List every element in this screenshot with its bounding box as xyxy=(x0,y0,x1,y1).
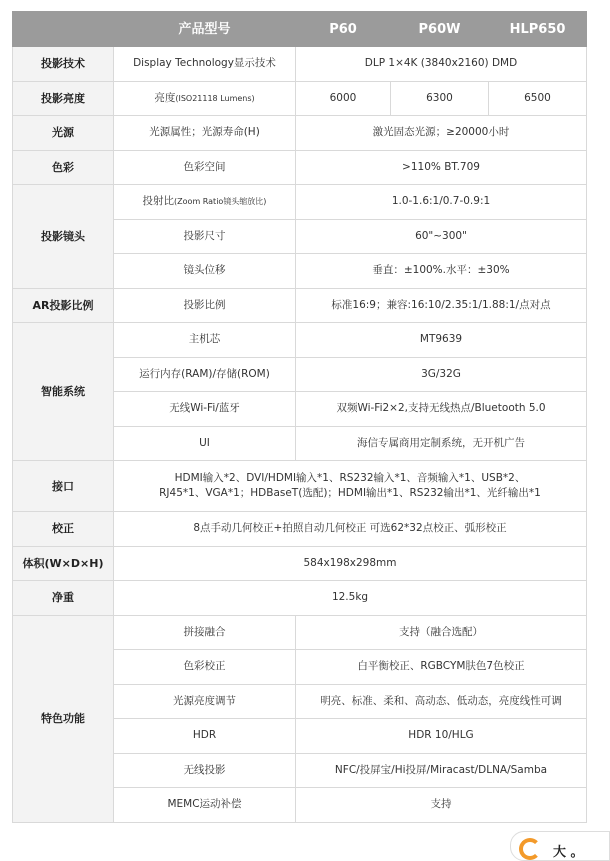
spec-value-cell: 垂直：±100%.水平：±30% xyxy=(296,254,587,289)
spec-value-cell: 支持（融合选配） xyxy=(296,615,587,650)
spec-name-cell: UI xyxy=(114,426,296,461)
table-row xyxy=(13,512,587,547)
category-cell: 投影镜头 xyxy=(13,185,114,289)
spec-name-cell: 拼接融合 xyxy=(114,615,296,650)
spec-name: 投射比 xyxy=(142,195,175,208)
table-row xyxy=(13,461,587,512)
spec-name-cell: HDR xyxy=(114,719,296,754)
header-model-p60: P60 xyxy=(296,12,391,47)
category-cell: 净重 xyxy=(13,581,114,616)
spec-name-cell: 运行内存(RAM)/存储(ROM) xyxy=(114,357,296,392)
category-cell: 校正 xyxy=(13,512,114,547)
spec-value-cell: 60"~300" xyxy=(296,219,587,254)
spec-name-cell: 色彩校正 xyxy=(114,650,296,685)
spec-name: 亮度 xyxy=(154,91,176,104)
category-cell: 投影技术 xyxy=(13,47,114,82)
category-cell: 体积(W×D×H) xyxy=(13,546,114,581)
spec-name-note: (Zoom Ratio镜头缩放比) xyxy=(174,197,267,207)
table-row xyxy=(13,581,587,616)
brand-logo-icon xyxy=(519,838,541,860)
spec-name-cell: 光源亮度调节 xyxy=(114,684,296,719)
spec-name-cell: 主机芯 xyxy=(114,323,296,358)
spec-name-cell: 镜头位移 xyxy=(114,254,296,289)
category-cell: 投影亮度 xyxy=(13,81,114,116)
spec-name-note: (ISO21118 Lumens) xyxy=(175,93,255,103)
table-header-row xyxy=(13,12,587,47)
floating-badge-text: 大 。 xyxy=(553,845,584,860)
table-row xyxy=(13,288,587,323)
spec-value-cell: 支持 xyxy=(296,788,587,823)
table-row xyxy=(13,47,587,82)
header-model-p60w: P60W xyxy=(391,12,489,47)
spec-name-cell: 投影尺寸 xyxy=(114,219,296,254)
spec-value-cell: DLP 1×4K (3840x2160) DMD xyxy=(296,47,587,82)
floating-badge[interactable] xyxy=(510,831,610,861)
spec-name-cell: 投影比例 xyxy=(114,288,296,323)
spec-table xyxy=(12,11,587,823)
spec-value-cell xyxy=(114,461,587,512)
spec-value-cell: 8点手动几何校正+拍照自动几何校正 可选62*32点校正、弧形校正 xyxy=(114,512,587,547)
spec-value-cell: 1.0-1.6:1/0.7-0.9:1 xyxy=(296,185,587,220)
spec-value-cell: MT9639 xyxy=(296,323,587,358)
spec-value-cell: 3G/32G xyxy=(296,357,587,392)
table-row xyxy=(13,323,587,358)
table-row xyxy=(13,116,587,151)
header-cell-empty xyxy=(13,12,114,47)
spec-name-cell: 色彩空间 xyxy=(114,150,296,185)
spec-name-cell: 无线Wi-Fi/蓝牙 xyxy=(114,392,296,427)
spec-value-cell-p60w: 6300 xyxy=(391,81,489,116)
category-cell: 接口 xyxy=(13,461,114,512)
spec-name-cell: 无线投影 xyxy=(114,753,296,788)
table-row xyxy=(13,81,587,116)
spec-name-cell: MEMC运动补偿 xyxy=(114,788,296,823)
category-cell: 色彩 xyxy=(13,150,114,185)
spec-value-cell-p60: 6000 xyxy=(296,81,391,116)
category-cell: 特色功能 xyxy=(13,615,114,822)
spec-value-cell-hlp650: 6500 xyxy=(489,81,587,116)
spec-value-cell: >110% BT.709 xyxy=(296,150,587,185)
spec-value-cell: 标准16:9；兼容:16:10/2.35:1/1.88:1/点对点 xyxy=(296,288,587,323)
spec-value-cell: 明亮、标准、柔和、高动态、低动态，亮度线性可调 xyxy=(296,684,587,719)
spec-name-cell: 光源属性；光源寿命(H) xyxy=(114,116,296,151)
ports-line-1: HDMI输入*2、DVI/HDMI输入*1、RS232输入*1、音频输入*1、USB*2、 xyxy=(174,472,526,484)
header-model-hlp650: HLP650 xyxy=(489,12,587,47)
table-row xyxy=(13,185,587,220)
spec-value-cell: 双频Wi-Fi2×2,支持无线热点/Bluetooth 5.0 xyxy=(296,392,587,427)
spec-value-cell: 白平衡校正、RGBCYM肤色7色校正 xyxy=(296,650,587,685)
ports-line-2: RJ45*1、VGA*1；HDBaseT(选配)；HDMI输出*1、RS232输出*1、光纤输出*1 xyxy=(159,487,541,499)
spec-value-cell: 激光固态光源；≥20000小时 xyxy=(296,116,587,151)
category-cell: 光源 xyxy=(13,116,114,151)
table-row xyxy=(13,615,587,650)
spec-value-cell: 海信专属商用定制系统，无开机广告 xyxy=(296,426,587,461)
table-row xyxy=(13,150,587,185)
spec-name-cell xyxy=(114,185,296,220)
spec-name-cell xyxy=(114,81,296,116)
table-row xyxy=(13,546,587,581)
spec-value-cell: 584x198x298mm xyxy=(114,546,587,581)
spec-value-cell: HDR 10/HLG xyxy=(296,719,587,754)
category-cell: AR投影比例 xyxy=(13,288,114,323)
spec-value-cell: NFC/投屏宝/Hi投屏/Miracast/DLNA/Samba xyxy=(296,753,587,788)
header-product-model: 产品型号 xyxy=(114,12,296,47)
spec-name-cell: Display Technology显示技术 xyxy=(114,47,296,82)
spec-value-cell: 12.5kg xyxy=(114,581,587,616)
category-cell: 智能系统 xyxy=(13,323,114,461)
